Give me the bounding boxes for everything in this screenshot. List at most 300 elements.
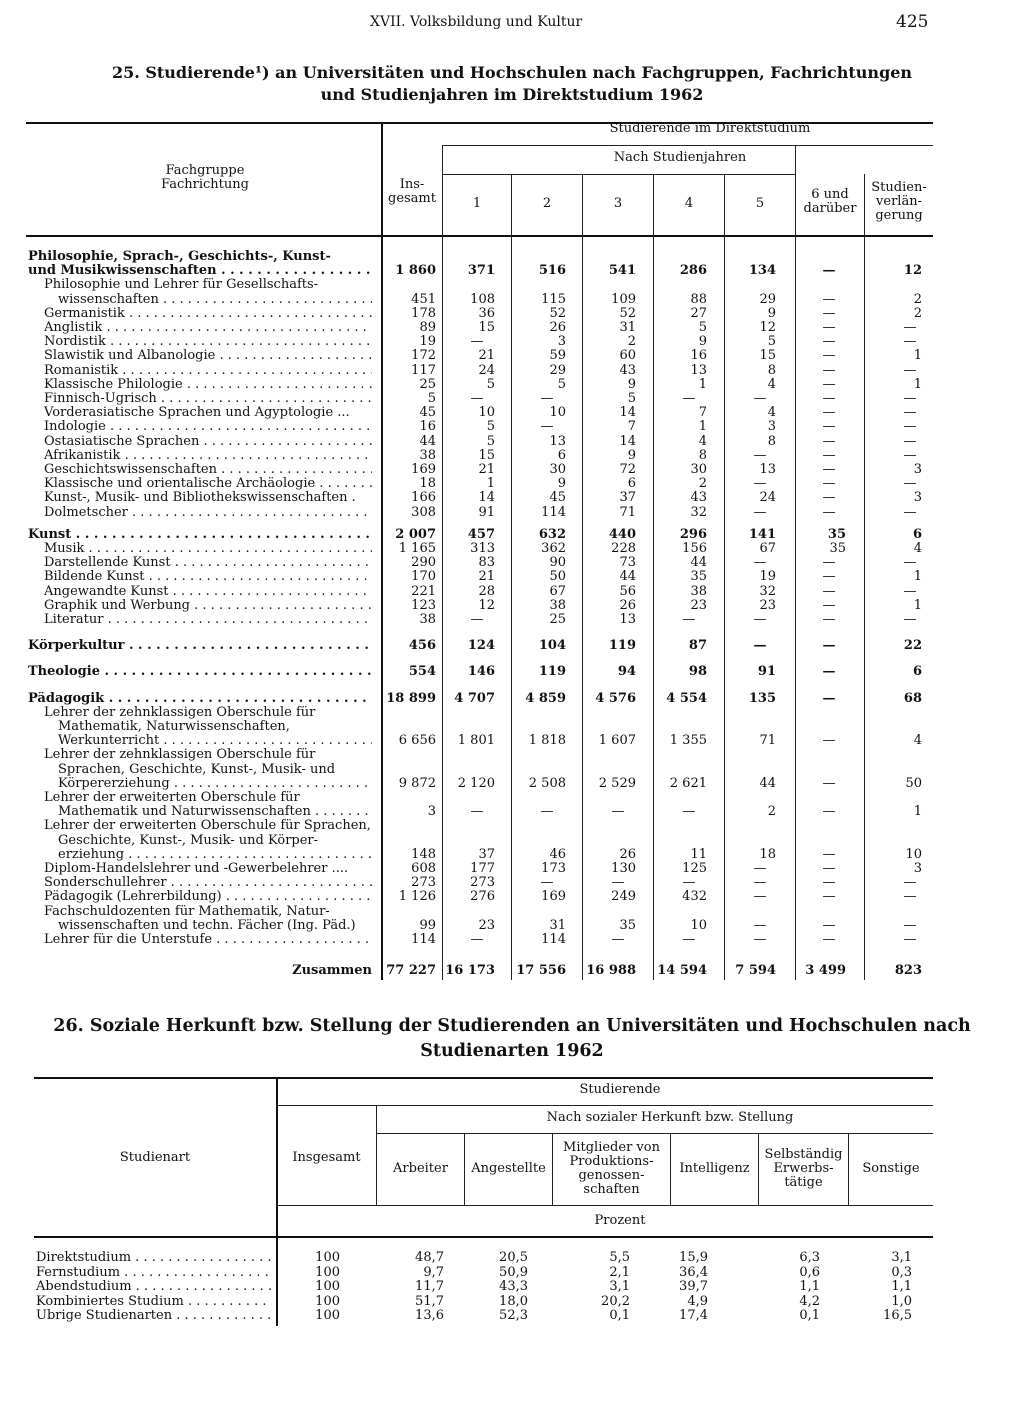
table-cell: 13,6 bbox=[415, 1308, 444, 1323]
table-cell: 23 bbox=[690, 598, 707, 613]
table25-group-rule bbox=[442, 145, 933, 146]
table-cell: 24 bbox=[759, 490, 776, 505]
table-cell: — bbox=[682, 875, 696, 890]
table-cell: 4 bbox=[913, 733, 922, 748]
table-row bbox=[0, 278, 1024, 292]
row-label: Darstellende Kunst . . . bbox=[44, 556, 372, 570]
table25-subgroup-header: Nach Studienjahren bbox=[613, 150, 747, 165]
table-cell: — bbox=[470, 391, 484, 406]
table-cell: 68 bbox=[903, 691, 922, 706]
table-cell: — bbox=[822, 391, 836, 406]
table-cell: 2 529 bbox=[598, 776, 636, 791]
table-cell: 73 bbox=[619, 555, 636, 570]
table-row bbox=[0, 919, 1024, 933]
table-cell: 1 818 bbox=[528, 733, 566, 748]
table25-group-header: Studierende im Direktstudium bbox=[609, 121, 811, 136]
table-cell: 30 bbox=[549, 462, 566, 477]
table-cell: — bbox=[540, 391, 554, 406]
table-row bbox=[0, 506, 1024, 520]
table-cell: 83 bbox=[478, 555, 495, 570]
table-cell: 36,4 bbox=[679, 1265, 708, 1280]
header-arbeiter: Arbeiter bbox=[393, 1161, 448, 1176]
table-cell: — bbox=[753, 448, 767, 463]
table-row bbox=[0, 720, 1024, 734]
total-cell: 7 594 bbox=[735, 963, 776, 978]
table-row bbox=[0, 763, 1024, 777]
header-line: 6 und bbox=[811, 187, 849, 202]
table-cell: 108 bbox=[470, 292, 495, 307]
table-cell: — bbox=[903, 405, 917, 420]
table-cell: 13 bbox=[549, 434, 566, 449]
table-cell: 38 bbox=[549, 598, 566, 613]
row-label: Afrikanistik . . . bbox=[44, 449, 372, 463]
table-cell: 44 bbox=[619, 569, 636, 584]
table-cell: 296 bbox=[679, 527, 707, 542]
table-cell: 91 bbox=[478, 505, 495, 520]
table-cell: 135 bbox=[748, 691, 776, 706]
table-cell: 52,3 bbox=[499, 1308, 528, 1323]
table-cell: 89 bbox=[419, 320, 436, 335]
table-cell: 124 bbox=[467, 638, 495, 653]
table-cell: 8 bbox=[698, 448, 707, 463]
table-cell: — bbox=[903, 555, 917, 570]
row-label: Körpererziehung . . . bbox=[58, 777, 372, 791]
table-cell: — bbox=[903, 391, 917, 406]
table-cell: — bbox=[470, 612, 484, 627]
table-cell: 3,1 bbox=[891, 1250, 912, 1265]
table-cell: 35 bbox=[619, 918, 636, 933]
table-cell: — bbox=[903, 505, 917, 520]
table-cell: 114 bbox=[541, 932, 566, 947]
table-cell: 19 bbox=[419, 334, 436, 349]
table-cell: — bbox=[822, 306, 836, 321]
table-cell: 13 bbox=[759, 462, 776, 477]
row-label: und Musikwissenschaften . . . bbox=[28, 264, 372, 278]
table-cell: 4 bbox=[767, 405, 776, 420]
table-cell: 119 bbox=[608, 638, 636, 653]
total-cell: 16 988 bbox=[586, 963, 636, 978]
table-row bbox=[0, 335, 1024, 349]
header-line: gesamt bbox=[388, 191, 436, 206]
table-cell: 1 355 bbox=[669, 733, 707, 748]
header-selbstaendig bbox=[759, 1148, 848, 1190]
table-cell: 9 bbox=[698, 334, 707, 349]
table-row bbox=[0, 528, 1024, 542]
table-cell: 3 bbox=[427, 804, 436, 819]
table-cell: — bbox=[822, 861, 836, 876]
table-cell: 25 bbox=[419, 377, 436, 392]
table-row bbox=[0, 378, 1024, 392]
table-cell: 9 872 bbox=[398, 776, 436, 791]
table-cell: 156 bbox=[682, 541, 707, 556]
table-cell: 19 bbox=[759, 569, 776, 584]
table-cell: 9 bbox=[767, 306, 776, 321]
table-row bbox=[0, 463, 1024, 477]
table-cell: 608 bbox=[411, 861, 436, 876]
table26-unit-label: Prozent bbox=[594, 1213, 646, 1228]
table-cell: — bbox=[903, 419, 917, 434]
table-cell: 30 bbox=[690, 462, 707, 477]
table-cell: — bbox=[822, 584, 836, 599]
table-cell: — bbox=[753, 932, 767, 947]
table-row bbox=[0, 349, 1024, 363]
table-cell: — bbox=[903, 889, 917, 904]
table-cell: 276 bbox=[470, 889, 495, 904]
table-cell: 26 bbox=[549, 320, 566, 335]
table25-subgroup-rule bbox=[442, 174, 795, 175]
table-cell: 177 bbox=[470, 861, 495, 876]
table-cell: 3 bbox=[557, 334, 566, 349]
table-cell: 87 bbox=[688, 638, 707, 653]
table-cell: — bbox=[903, 476, 917, 491]
table-cell: 100 bbox=[315, 1250, 340, 1265]
table-cell: 29 bbox=[549, 363, 566, 378]
table-cell: 109 bbox=[611, 292, 636, 307]
header-angestellte: Angestellte bbox=[471, 1161, 546, 1176]
table-cell: 16 bbox=[419, 419, 436, 434]
table-row bbox=[0, 321, 1024, 335]
table-cell: 451 bbox=[411, 292, 436, 307]
table-cell: 3 bbox=[767, 419, 776, 434]
table-cell: 46 bbox=[549, 847, 566, 862]
table-cell: 5 bbox=[486, 434, 495, 449]
table-cell: 3 bbox=[913, 861, 922, 876]
table-cell: 115 bbox=[541, 292, 566, 307]
table-cell: 67 bbox=[549, 584, 566, 599]
table-cell: — bbox=[753, 391, 767, 406]
table-cell: — bbox=[822, 875, 836, 890]
table-cell: 71 bbox=[759, 733, 776, 748]
table26-title-line1: 26. Soziale Herkunft bzw. Stellung der Studierenden an Universitäten und Hochschulen nach bbox=[53, 1016, 971, 1036]
table-cell: 18 bbox=[759, 847, 776, 862]
table-cell: 9 bbox=[557, 476, 566, 491]
row-label: Abendstudium . . . bbox=[36, 1280, 272, 1294]
header-line: verlän- bbox=[876, 194, 922, 209]
table-cell: 36 bbox=[478, 306, 495, 321]
table-cell: 173 bbox=[541, 861, 566, 876]
total-cell: 14 594 bbox=[657, 963, 707, 978]
table-cell: 38 bbox=[419, 612, 436, 627]
table-cell: 12 bbox=[759, 320, 776, 335]
header-year-6 bbox=[796, 188, 864, 216]
table-cell: — bbox=[903, 918, 917, 933]
table-cell: 6 656 bbox=[398, 733, 436, 748]
table-row bbox=[0, 905, 1024, 919]
table-cell: — bbox=[822, 804, 836, 819]
table-row bbox=[0, 1251, 1024, 1265]
table-cell: 1 bbox=[913, 348, 922, 363]
row-label: Literatur . . . bbox=[44, 613, 372, 627]
table-cell: 166 bbox=[411, 490, 436, 505]
table-row bbox=[0, 848, 1024, 862]
table-cell: — bbox=[903, 320, 917, 335]
table-cell: 14 bbox=[619, 434, 636, 449]
table-cell: 5 bbox=[767, 334, 776, 349]
row-label: Diplom-Handelslehrer und -Gewerbelehrer .... bbox=[44, 862, 349, 876]
row-label: Lehrer der zehnklassigen Oberschule für bbox=[44, 748, 316, 762]
table-cell: — bbox=[822, 320, 836, 335]
page-number: 425 bbox=[896, 12, 929, 32]
table-cell: 48,7 bbox=[415, 1250, 444, 1265]
header-year-3: 3 bbox=[613, 196, 623, 211]
table-cell: 9,7 bbox=[423, 1265, 444, 1280]
table-cell: — bbox=[822, 505, 836, 520]
table26-group-header: Studierende bbox=[579, 1082, 661, 1097]
row-label: Anglistik . . . bbox=[44, 321, 372, 335]
table-cell: 3 bbox=[913, 462, 922, 477]
table-cell: 4,2 bbox=[799, 1294, 820, 1309]
table-cell: 35 bbox=[690, 569, 707, 584]
table-cell: — bbox=[822, 733, 836, 748]
table-row bbox=[0, 264, 1024, 278]
table-cell: — bbox=[682, 612, 696, 627]
table-row bbox=[0, 491, 1024, 505]
table-cell: 39,7 bbox=[679, 1279, 708, 1294]
table-cell: 12 bbox=[478, 598, 495, 613]
table-cell: — bbox=[903, 584, 917, 599]
table-row bbox=[0, 392, 1024, 406]
table-cell: 29 bbox=[759, 292, 776, 307]
row-label: Lehrer für die Unterstufe . . . bbox=[44, 933, 372, 947]
table-cell: 44 bbox=[690, 555, 707, 570]
table-cell: 4 554 bbox=[666, 691, 707, 706]
table-cell: 10 bbox=[905, 847, 922, 862]
table-cell: 12 bbox=[903, 263, 922, 278]
table-cell: 23 bbox=[478, 918, 495, 933]
table-cell: — bbox=[822, 448, 836, 463]
table26-group-rule bbox=[276, 1105, 933, 1106]
table-row bbox=[0, 613, 1024, 627]
table25-title-line1: 25. Studierende¹) an Universitäten und Hochschulen nach Fachgruppen, Fachrichtungen bbox=[111, 63, 913, 82]
row-label: Kunst . . . bbox=[28, 528, 372, 542]
table-cell: — bbox=[753, 505, 767, 520]
table-cell: 1,0 bbox=[891, 1294, 912, 1309]
table-cell: 2 bbox=[767, 804, 776, 819]
table-cell: 1 126 bbox=[398, 889, 436, 904]
table-cell: — bbox=[682, 804, 696, 819]
table-cell: 170 bbox=[411, 569, 436, 584]
table-row bbox=[0, 570, 1024, 584]
header-insgesamt bbox=[382, 178, 442, 206]
header-insgesamt: Insgesamt bbox=[292, 1150, 361, 1165]
table-cell: 0,6 bbox=[799, 1265, 820, 1280]
table-cell: — bbox=[822, 847, 836, 862]
table26-top-rule bbox=[34, 1077, 933, 1079]
row-label: Pädagogik (Lehrerbildung) . . . bbox=[44, 890, 372, 904]
header-line: schaften bbox=[583, 1182, 640, 1197]
table-cell: 432 bbox=[682, 889, 707, 904]
header-year-4: 4 bbox=[684, 196, 694, 211]
table-cell: 72 bbox=[619, 462, 636, 477]
header-line: Mitglieder von bbox=[563, 1140, 660, 1155]
table-cell: — bbox=[611, 875, 625, 890]
table-cell: 31 bbox=[619, 320, 636, 335]
table-cell: 8 bbox=[767, 434, 776, 449]
table-cell: 11,7 bbox=[415, 1279, 444, 1294]
table-cell: 59 bbox=[549, 348, 566, 363]
table-cell: 5 bbox=[486, 419, 495, 434]
row-label: Finnisch-Ugrisch . . . bbox=[44, 392, 372, 406]
row-label: Geschichte, Kunst-, Musik- und Körper- bbox=[58, 834, 319, 848]
row-label: Klassische und orientalische Archäologie . . . bbox=[44, 477, 372, 491]
table-cell: — bbox=[753, 861, 767, 876]
row-label: Sonderschullehrer . . . bbox=[44, 876, 372, 890]
table-cell: 22 bbox=[903, 638, 922, 653]
table-cell: 37 bbox=[478, 847, 495, 862]
table-cell: 4 576 bbox=[595, 691, 636, 706]
table-cell: 2 bbox=[913, 292, 922, 307]
table-row bbox=[0, 585, 1024, 599]
table-cell: — bbox=[822, 490, 836, 505]
table-cell: — bbox=[822, 292, 836, 307]
row-label: Philosophie und Lehrer für Gesellschafts- bbox=[44, 278, 319, 292]
table-cell: 4 bbox=[913, 541, 922, 556]
table-cell: — bbox=[822, 555, 836, 570]
table-cell: — bbox=[903, 434, 917, 449]
table-cell: 56 bbox=[619, 584, 636, 599]
total-cell: 17 556 bbox=[516, 963, 566, 978]
table-cell: 14 bbox=[619, 405, 636, 420]
row-label: Geschichtswissenschaften . . . bbox=[44, 463, 372, 477]
table-cell: 99 bbox=[419, 918, 436, 933]
table-cell: 18 bbox=[419, 476, 436, 491]
header-year-1: 1 bbox=[472, 196, 482, 211]
table-cell: 2 621 bbox=[669, 776, 707, 791]
table-row bbox=[0, 599, 1024, 613]
table-cell: — bbox=[822, 598, 836, 613]
table-cell: 456 bbox=[408, 638, 436, 653]
table-cell: 114 bbox=[411, 932, 436, 947]
row-label: Vorderasiatische Sprachen und Ägyptologie ... bbox=[44, 406, 350, 420]
table-cell: 20,2 bbox=[601, 1294, 630, 1309]
table-cell: 52 bbox=[619, 306, 636, 321]
table-cell: 4 bbox=[767, 377, 776, 392]
table-row bbox=[0, 250, 1024, 264]
table-row bbox=[0, 862, 1024, 876]
table-cell: — bbox=[822, 638, 836, 653]
table-cell: 2 bbox=[913, 306, 922, 321]
table-cell: 313 bbox=[470, 541, 495, 556]
table26-unit-rule-top bbox=[276, 1205, 933, 1206]
table-cell: 286 bbox=[679, 263, 707, 278]
table-cell: 2 bbox=[698, 476, 707, 491]
row-label: Graphik und Werbung . . . bbox=[44, 599, 372, 613]
table-cell: 2 120 bbox=[457, 776, 495, 791]
table-cell: 3 bbox=[913, 490, 922, 505]
table-row bbox=[0, 933, 1024, 947]
table-cell: 5 bbox=[427, 391, 436, 406]
table-cell: 100 bbox=[315, 1308, 340, 1323]
table-row bbox=[0, 692, 1024, 706]
table-cell: 15,9 bbox=[679, 1250, 708, 1265]
table26-col-divider bbox=[376, 1105, 377, 1205]
header-verlaengerung bbox=[865, 181, 933, 223]
table-cell: 8 bbox=[767, 363, 776, 378]
total-label: Zusammen bbox=[292, 964, 372, 978]
table25-stub-header bbox=[120, 164, 290, 192]
table-cell: 10 bbox=[478, 405, 495, 420]
table-cell: 4 859 bbox=[525, 691, 566, 706]
table26-subgroup-header: Nach sozialer Herkunft bzw. Stellung bbox=[546, 1110, 794, 1125]
table-row bbox=[0, 706, 1024, 720]
table-cell: — bbox=[903, 612, 917, 627]
header-line: darüber bbox=[803, 201, 857, 216]
table-cell: 20,5 bbox=[499, 1250, 528, 1265]
table-cell: 1 165 bbox=[398, 541, 436, 556]
header-line: Produktions- bbox=[569, 1154, 654, 1169]
row-label: Klassische Philologie . . . bbox=[44, 378, 372, 392]
table-cell: 21 bbox=[478, 462, 495, 477]
table-cell: 1,1 bbox=[799, 1279, 820, 1294]
table-row bbox=[0, 1280, 1024, 1294]
table26-stub-header: Studienart bbox=[119, 1150, 191, 1165]
row-label: Musik . . . bbox=[44, 542, 372, 556]
row-label: Angewandte Kunst . . . bbox=[44, 585, 372, 599]
table-cell: 94 bbox=[617, 664, 636, 679]
table-cell: — bbox=[611, 932, 625, 947]
table-cell: 16,5 bbox=[883, 1308, 912, 1323]
table-cell: — bbox=[822, 419, 836, 434]
table-cell: 178 bbox=[411, 306, 436, 321]
table-cell: 6 bbox=[912, 527, 922, 542]
table-cell: 169 bbox=[411, 462, 436, 477]
table-cell: 1 860 bbox=[395, 263, 436, 278]
table-cell: — bbox=[903, 875, 917, 890]
header-line: genossen- bbox=[578, 1168, 645, 1183]
table-cell: 1 801 bbox=[457, 733, 495, 748]
table-cell: 1 bbox=[486, 476, 495, 491]
table-cell: 1 bbox=[698, 419, 707, 434]
table-cell: 44 bbox=[419, 434, 436, 449]
row-label: Theologie . . . bbox=[28, 665, 372, 679]
table-cell: 38 bbox=[690, 584, 707, 599]
table-cell: 141 bbox=[748, 527, 776, 542]
table-cell: 148 bbox=[411, 847, 436, 862]
table-cell: 13 bbox=[619, 612, 636, 627]
table-cell: 5 bbox=[557, 377, 566, 392]
table-cell: — bbox=[540, 419, 554, 434]
table-cell: 125 bbox=[682, 861, 707, 876]
table-cell: — bbox=[753, 875, 767, 890]
table-row bbox=[0, 542, 1024, 556]
table-cell: 100 bbox=[315, 1265, 340, 1280]
table-cell: 4,9 bbox=[687, 1294, 708, 1309]
table-cell: 90 bbox=[549, 555, 566, 570]
table-cell: 172 bbox=[411, 348, 436, 363]
table26-title-line2: Studienarten 1962 bbox=[420, 1041, 604, 1061]
table-cell: — bbox=[822, 918, 836, 933]
table-cell: 6 bbox=[557, 448, 566, 463]
table-cell: 15 bbox=[759, 348, 776, 363]
table-row bbox=[0, 364, 1024, 378]
table-cell: 100 bbox=[315, 1279, 340, 1294]
row-label: Sprachen, Geschichte, Kunst-, Musik- und bbox=[58, 763, 336, 777]
table-row bbox=[0, 293, 1024, 307]
table-cell: — bbox=[470, 932, 484, 947]
table-cell: 457 bbox=[467, 527, 495, 542]
table-cell: 290 bbox=[411, 555, 436, 570]
table-cell: 6,3 bbox=[799, 1250, 820, 1265]
table-cell: 146 bbox=[467, 664, 495, 679]
row-label: Romanistik . . . bbox=[44, 364, 372, 378]
table-row bbox=[0, 449, 1024, 463]
table-cell: 9 bbox=[627, 377, 636, 392]
table-cell: — bbox=[540, 875, 554, 890]
table-cell: 7 bbox=[627, 419, 636, 434]
table-row bbox=[0, 406, 1024, 420]
table-row bbox=[0, 834, 1024, 848]
table-cell: 10 bbox=[549, 405, 566, 420]
